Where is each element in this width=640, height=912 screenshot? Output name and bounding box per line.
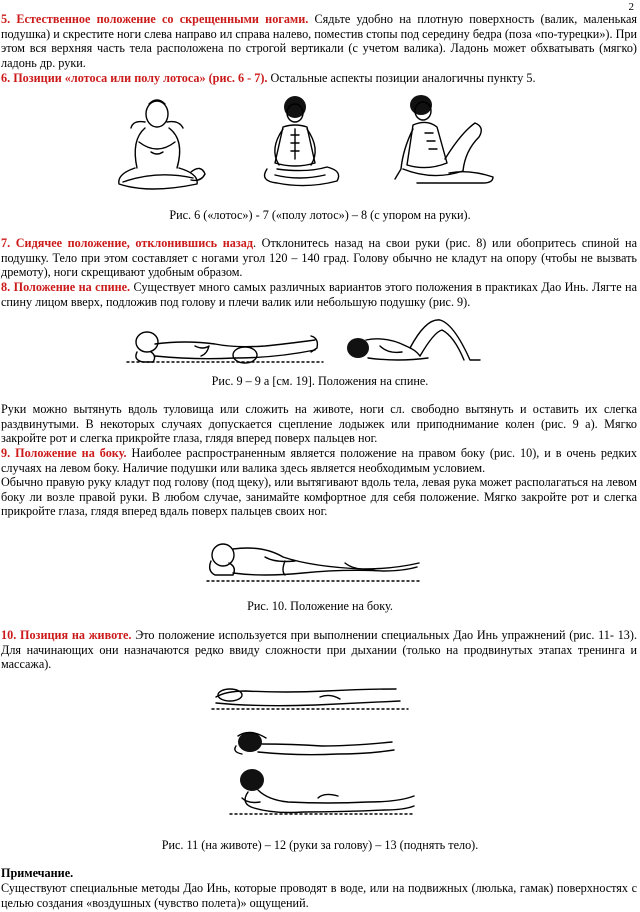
figure-6-caption: Рис. 6 («лотос») - 7 («полу лотос») – 8 (с упором на руки). [169, 208, 471, 222]
section-5 [1, 12, 637, 70]
figure-9a-knees-up-illustration [340, 318, 490, 366]
note-heading: Примечание. [1, 866, 74, 880]
section-10 [1, 628, 637, 672]
figure-10-caption: Рис. 10. Положение на боку. [247, 599, 393, 613]
section-10-heading: 10. Позиция на животе. [1, 628, 132, 642]
section-7-heading: 7. Сидячее положение, отклонившись назад [1, 236, 253, 250]
figure-13-raise-body-illustration [228, 768, 418, 818]
section-9-text: Наиболее распространенным является положение на правом боку (рис. 10), и в очень редких случаях на левом боку. Наличие подушки или валика здесь является необходимым условием. [1, 446, 637, 475]
figure-11-caption: Рис. 11 (на животе) – 12 (руки за голову) – 13 (поднять тело). [161, 838, 479, 852]
note-text: Существуют специальные методы Дао Инь, которые проводят в воде, или на подвижных (люлька, гамак) поверхностях с целью создания «воздушных (чувство полета)» ощущений. [1, 881, 637, 910]
figure-9-caption: Рис. 9 – 9 а [см. 19]. Положения на спине. [211, 374, 429, 388]
section-7-text: . Отклонитесь назад на свои руки (рис. 8) или обопритесь спиной на подушку. Тело при этом составляет с ногами угол 120 – 140 град. Голову обычно не кладут на опору (чтобы не вызвать дремоту), ноги скрещивают удобным образом. [1, 236, 637, 280]
section-9 [1, 446, 637, 475]
paragraph-side: Обычно правую руку кладут под голову (под щеку), или вытягивают вдоль тела, левая рука может располагаться на левом боку ли возле правой руки. В любом случае, занимайте комфортное для себя положение. Мягко закройте рот и слегка прикройте глаза, глядя вперед вдаль поверх пальцев своих ног. [1, 475, 637, 519]
figure-7-half-lotus-illustration [245, 95, 345, 200]
figure-12-hands-behind-head-illustration [228, 728, 398, 760]
figure-10-side-illustration [205, 537, 425, 587]
figure-11-prone-illustration [210, 683, 410, 713]
section-9-heading: 9. Положение на боку. [1, 446, 127, 460]
section-6-heading: 6. Позиции «лотоса или полу лотоса» (рис. 6 - 7). [1, 71, 268, 85]
section-7 [1, 236, 637, 280]
section-5-text: Сядьте удобно на плотную поверхность (валик, маленькая подушка) и скрестите ноги слева направо ил справа налево, поместив стопы под середину бедра (поза «по-турецки»). При этом вся верхняя часть тела расположена по строгой вертикали (с учетом валика). Ладонь может обхватывать (мягко) ладонь др. руки. [1, 12, 637, 70]
page-number: 2 [628, 1, 634, 13]
section-5-heading: 5. Естественное положение со скрещенными ногами. [1, 12, 309, 26]
section-6 [1, 71, 637, 86]
figure-8-leaning-illustration [385, 93, 505, 198]
section-8-text: Существует много самых различных вариантов этого положения в практиках Дао Инь. Лягте на спину лицом вверх, подложив под голову и плечи валик или небольшую подушку (рис. 9). [1, 280, 637, 309]
paragraph-arms: Руки можно вытянуть вдоль туловища или сложить на животе, ноги сл. свободно вытянуть и оставить их слегка раздвинутыми. В некоторых случаях допускается сцепление лодыжек или приподнимание колен (рис. 9 а). Мягко закройте рот и слегка прикройте глаза, глядя вперед поверх пальцев ног. [1, 402, 637, 446]
section-6-text: Остальные аспекты позиции аналогичны пункту 5. [267, 71, 536, 85]
section-8-heading: 8. Положение на спине. [1, 280, 131, 294]
figure-9-supine-illustration [125, 322, 325, 367]
section-10-text: Это положение используется при выполнении специальных Дао Инь упражнений (рис. 11- 13). Для начинающих они назначаются редко ввиду сложности при дыхании (только на продвинутых этапах тренинга и массажа). [1, 628, 637, 672]
section-8 [1, 280, 637, 309]
figure-6-lotus-illustration [105, 92, 215, 197]
